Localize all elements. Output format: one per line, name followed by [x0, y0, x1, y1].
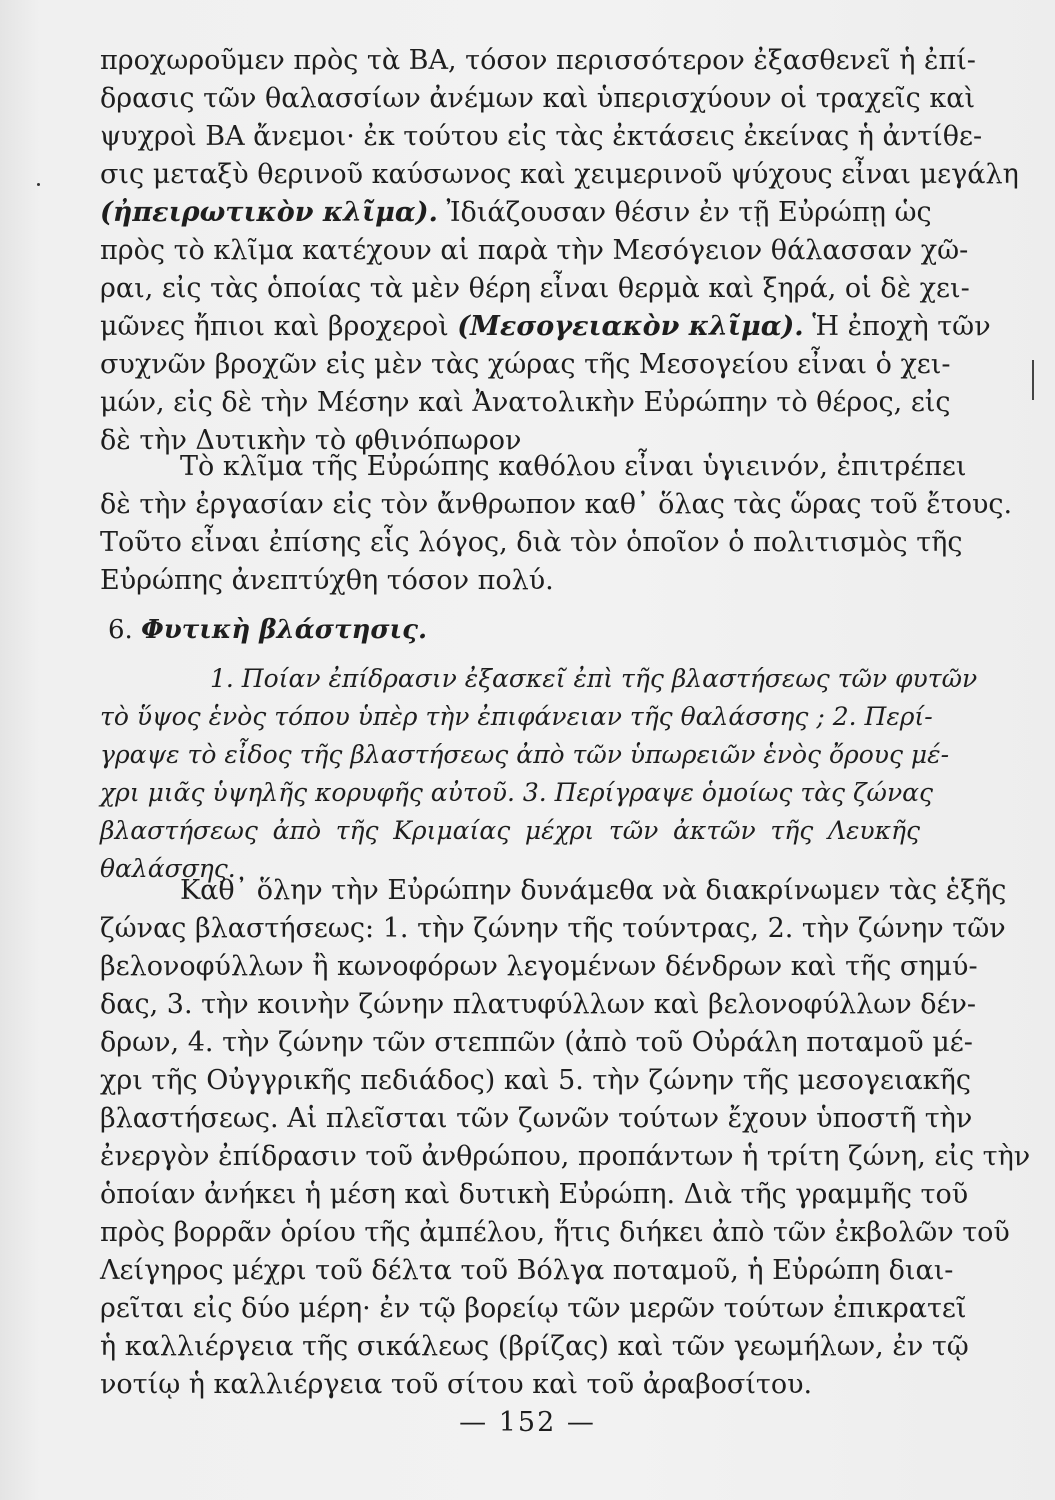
- text-line: δὲ τὴν Δυτικὴν τὸ φθινόπωρον: [100, 425, 522, 456]
- question-line: 1. Ποίαν ἐπίδρασιν ἐξασκεῖ ἐπὶ τῆς βλαστήσεως τῶν φυτῶν: [210, 664, 978, 693]
- scan-dot-mark: [37, 183, 40, 186]
- section-title: Φυτικὴ βλάστησις.: [141, 615, 427, 645]
- text-line: [100, 308, 991, 346]
- paragraph-vegetation-zones: [100, 872, 1031, 1404]
- text-line: πρὸς τὸ κλῖμα κατέχουν αἱ παρὰ τὴν Μεσόγειον θάλασσαν χῶ-: [100, 235, 969, 266]
- text-span: Ἰδιάζουσαν θέσιν ἐν τῇ Εὐρώπῃ ὡς: [437, 197, 932, 228]
- text-span: Ἡ ἐποχὴ τῶν: [803, 311, 991, 342]
- text-line: δρασις τῶν θαλασσίων ἀνέμων καὶ ὑπερισχύουν οἱ τραχεῖς καὶ: [100, 83, 976, 114]
- question-line: χρι μιᾶς ὑψηλῆς κορυφῆς αὐτοῦ. 3. Περίγραψε ὁμοίως τὰς ζώνας: [100, 778, 934, 807]
- text-line: ψυχροὶ ΒΑ ἄνεμοι· ἐκ τούτου εἰς τὰς ἐκτάσεις ἐκείνας ἡ ἀντίθε-: [100, 121, 983, 152]
- text-line: Τοῦτο εἶναι ἐπίσης εἷς λόγος, διὰ τὸν ὁποῖον ὁ πολιτισμὸς τῆς: [100, 527, 963, 558]
- text-line: ραι, εἰς τὰς ὁποίας τὰ μὲν θέρη εἶναι θερμὰ καὶ ξηρά, οἱ δὲ χει-: [100, 273, 970, 304]
- paragraph-climate: [100, 42, 1019, 460]
- text-line: σις μεταξὺ θερινοῦ καύσωνος καὶ χειμερινοῦ ψύχους εἶναι μεγάλη: [100, 159, 1019, 190]
- text-line: [100, 194, 932, 232]
- text-line: πρὸς βορρᾶν ὁρίου τῆς ἀμπέλου, ἥτις διήκει ἀπὸ τῶν ἐκβολῶν τοῦ: [100, 1217, 1010, 1248]
- section-number: 6.: [108, 615, 133, 645]
- text-line: βελονοφύλλων ἢ κωνοφόρων λεγομένων δένδρων καὶ τῆς σημύ-: [100, 951, 978, 982]
- text-line: ρεῖται εἰς δύο μέρη· ἐν τῷ βορείῳ τῶν μερῶν τούτων ἐπικρατεῖ: [100, 1293, 967, 1324]
- text-line: ὁποίαν ἀνήκει ἡ μέση καὶ δυτικὴ Εὐρώπη. Διὰ τῆς γραμμῆς τοῦ: [100, 1179, 969, 1210]
- text-line: Τὸ κλῖμα τῆς Εὐρώπης καθόλου εἶναι ὑγιεινόν, ἐπιτρέπει: [180, 451, 967, 482]
- text-line: Λείγηρος μέχρι τοῦ δέλτα τοῦ Βόλγα ποταμοῦ, ἡ Εὐρώπη διαι-: [100, 1255, 954, 1286]
- text-span: μῶνες ἤπιοι καὶ βροχεροὶ: [100, 311, 458, 342]
- question-line: γραψε τὸ εἶδος τῆς βλαστήσεως ἀπὸ τῶν ὑπωρειῶν ἑνὸς ὄρους μέ-: [100, 740, 950, 769]
- text-line: δὲ τὴν ἐργασίαν εἰς τὸν ἄνθρωπον καθ᾽ ὅλας τὰς ὥρας τοῦ ἔτους.: [100, 489, 1013, 520]
- text-line: χρι τῆς Οὐγγρικῆς πεδιάδος) καὶ 5. τὴν ζώνην τῆς μεσογειακῆς: [100, 1065, 971, 1096]
- text-line: Καθ᾽ ὅλην τὴν Εὐρώπην δυνάμεθα νὰ διακρίνωμεν τὰς ἑξῆς: [180, 875, 1007, 906]
- text-line: ἐνεργὸν ἐπίδρασιν τοῦ ἀνθρώπου, προπάντων ἡ τρίτη ζώνη, εἰς τὴν: [100, 1141, 1031, 1172]
- text-line: δρων, 4. τὴν ζώνην τῶν στεππῶν (ἀπὸ τοῦ Οὐράλη ποταμοῦ μέ-: [100, 1027, 973, 1058]
- text-line: νοτίῳ ἡ καλλιέργεια τοῦ σίτου καὶ τοῦ ἀραβοσίτου.: [100, 1369, 813, 1400]
- text-line: προχωροῦμεν πρὸς τὰ ΒΑ, τόσον περισσότερον ἐξασθενεῖ ἡ ἐπί-: [100, 45, 976, 76]
- question-line: τὸ ὕψος ἑνὸς τόπου ὑπὲρ τὴν ἐπιφάνειαν τῆς θαλάσσης ; 2. Περί-: [100, 702, 933, 731]
- continental-climate-term: (ἠπειρωτικὸν κλῖμα).: [100, 197, 438, 228]
- text-line: μών, εἰς δὲ τὴν Μέσην καὶ Ἀνατολικὴν Εὐρώπην τὸ θέρος, εἰς: [100, 387, 951, 418]
- text-line: Εὐρώπης ἀνεπτύχθη τόσον πολύ.: [100, 565, 554, 596]
- scan-edge-mark: [1032, 360, 1034, 400]
- text-line: βλαστήσεως. Αἱ πλεῖσται τῶν ζωνῶν τούτων ἔχουν ὑποστῆ τὴν: [100, 1103, 973, 1134]
- mediterranean-climate-term: (Μεσογειακὸν κλῖμα).: [457, 311, 804, 342]
- text-line: δας, 3. τὴν κοινὴν ζώνην πλατυφύλλων καὶ βελονοφύλλων δέν-: [100, 989, 977, 1020]
- text-line: συχνῶν βροχῶν εἰς μὲν τὰς χώρας τῆς Μεσογείου εἶναι ὁ χει-: [100, 349, 951, 380]
- paragraph-healthy-climate: [100, 448, 1013, 600]
- page-number: — 152 —: [459, 1407, 596, 1438]
- question-line: θαλάσσης.: [100, 854, 236, 883]
- text-line: ἡ καλλιέργεια τῆς σικάλεως (βρίζας) καὶ τῶν γεωμήλων, ἐν τῷ: [100, 1331, 969, 1362]
- questions-block: [100, 660, 978, 888]
- question-line: βλαστήσεως ἀπὸ τῆς Κριμαίας μέχρι τῶν ἀκτῶν τῆς Λευκῆς: [100, 816, 920, 845]
- text-line: ζώνας βλαστήσεως: 1. τὴν ζώνην τῆς τούντρας, 2. τὴν ζώνην τῶν: [100, 913, 1006, 944]
- section-heading: [108, 612, 427, 648]
